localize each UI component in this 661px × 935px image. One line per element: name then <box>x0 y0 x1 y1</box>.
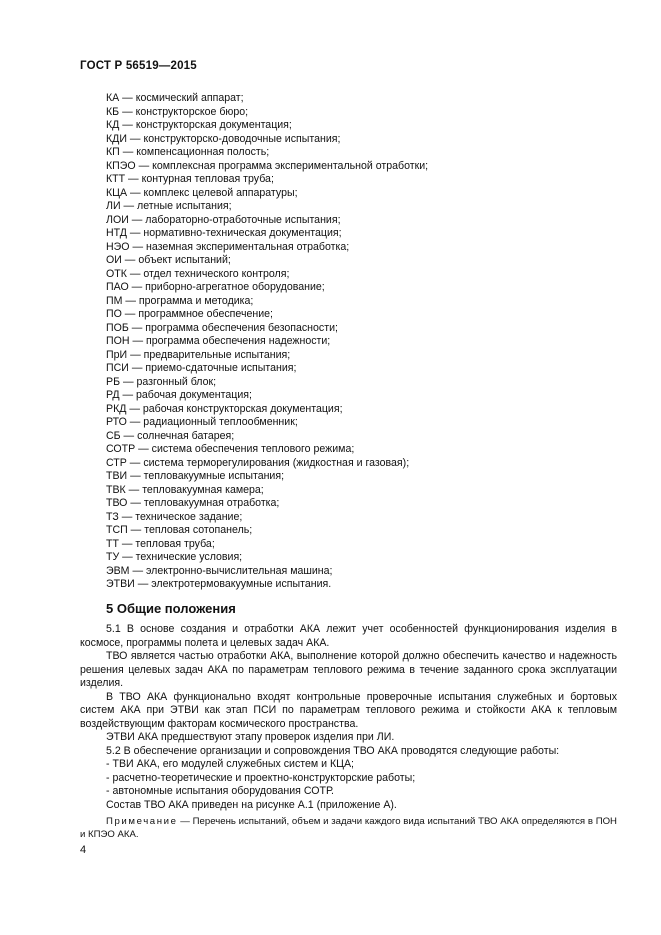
abbreviation-item: СОТР — система обеспечения теплового режима; <box>106 443 355 455</box>
paragraph-tvo-composition: В ТВО АКА функционально входят контрольные проверочные испытания служебных и бортовых систем АКА при ЭТВИ как этап ПСИ по параметрам теплового режима и стойкости АКА к тепловым воздействующим факторам космического пространства. <box>80 690 617 730</box>
note-label: Примечание <box>106 816 178 827</box>
work-list-item: - автономные испытания оборудования СОТР. <box>106 785 334 797</box>
page-number: 4 <box>80 844 87 856</box>
paragraph-tvo: ТВО является частью отработки АКА, выполнение которой должно обеспечить качество и надежность решения целевых задач АКА по параметрам теплового режима в течение заданного срока эксплуатации изделия. <box>80 650 617 689</box>
note <box>80 816 617 841</box>
abbreviation-item: ОИ — объект испытаний; <box>106 254 231 266</box>
abbreviation-item: КПЭО — комплексная программа экспериментальной отработки; <box>106 159 429 172</box>
abbreviations-list <box>106 92 606 592</box>
abbreviation-item: ТТ — тепловая труба; <box>106 537 215 550</box>
abbreviation-item: НЭО — наземная экспериментальная отработка; <box>106 240 350 253</box>
abbreviation-item: ТВИ — тепловакуумные испытания; <box>106 470 285 482</box>
document-header: ГОСТ Р 56519—2015 <box>80 60 197 72</box>
abbreviation-item: РД — рабочая документация; <box>106 389 252 401</box>
abbreviation-item: ЭВМ — электронно-вычислительная машина; <box>106 564 333 577</box>
abbreviation-item: КД — конструкторская документация; <box>106 119 292 131</box>
abbreviation-item: ТУ — технические условия; <box>106 551 243 563</box>
section-body <box>80 623 617 812</box>
abbreviation-item: ПАО — приборно-агрегатное оборудование; <box>106 281 325 293</box>
abbreviation-item: ТВК — тепловакуумная камера; <box>106 483 264 496</box>
abbreviation-item: РТО — радиационный теплообменник; <box>106 416 298 428</box>
abbreviation-item: РКД — рабочая конструкторская документация; <box>106 402 343 415</box>
abbreviation-item: ТВО — тепловакуумная отработка; <box>106 497 280 509</box>
abbreviation-item: ТСП — тепловая сотопанель; <box>106 524 253 536</box>
section-title: 5 Общие положения <box>106 601 236 616</box>
paragraph-5-1: 5.1 В основе создания и отработки АКА лежит учет особенностей функционирования изделия в космосе, программы полета и целевых задач АКА. <box>80 623 617 649</box>
abbreviation-item: ОТК — отдел технического контроля; <box>106 267 290 280</box>
abbreviation-item: ПОН — программа обеспечения надежности; <box>106 335 331 347</box>
abbreviation-item: КА — космический аппарат; <box>106 92 244 104</box>
abbreviation-item: ПО — программное обеспечение; <box>106 308 273 320</box>
abbreviation-item: ЛОИ — лабораторно-отработочные испытания; <box>106 213 341 226</box>
note-text: — Перечень испытаний, объем и задачи каждого вида испытаний ТВО АКА определяются в ПОН и КПЭО АКА. <box>80 816 617 840</box>
work-list-item: - ТВИ АКА, его модулей служебных систем и КЦА; <box>106 758 355 770</box>
paragraph-figure-reference: Состав ТВО АКА приведен на рисунке А.1 (приложение А). <box>106 798 397 811</box>
paragraph-5-2: 5.2 В обеспечение организации и сопровождения ТВО АКА проводятся следующие работы: <box>106 744 560 757</box>
abbreviation-item: КБ — конструкторское бюро; <box>106 105 249 118</box>
abbreviation-item: КТТ — контурная тепловая труба; <box>106 173 274 185</box>
paragraph-etvi: ЭТВИ АКА предшествуют этапу проверок изделия при ЛИ. <box>106 731 395 743</box>
abbreviation-item: СТР — система терморегулирования (жидкостная и газовая); <box>106 456 410 469</box>
abbreviation-item: НТД — нормативно-техническая документация; <box>106 227 342 239</box>
abbreviation-item: ЭТВИ — электротермовакуумные испытания. <box>106 578 332 590</box>
abbreviation-item: ПМ — программа и методика; <box>106 294 254 307</box>
work-list-item: - расчетно-теоретические и проектно-конструкторские работы; <box>106 771 416 784</box>
abbreviation-item: КЦА — комплекс целевой аппаратуры; <box>106 186 298 199</box>
abbreviation-item: СБ — солнечная батарея; <box>106 429 235 442</box>
abbreviation-item: ЛИ — летные испытания; <box>106 200 232 212</box>
abbreviation-item: ТЗ — техническое задание; <box>106 510 243 523</box>
abbreviation-item: ПСИ — приемо-сдаточные испытания; <box>106 362 297 374</box>
abbreviation-item: КП — компенсационная полость; <box>106 146 270 158</box>
abbreviation-item: ПрИ — предварительные испытания; <box>106 348 291 361</box>
abbreviation-item: ПОБ — программа обеспечения безопасности; <box>106 321 338 334</box>
abbreviation-item: РБ — разгонный блок; <box>106 375 217 388</box>
abbreviation-item: КДИ — конструкторско-доводочные испытания; <box>106 132 341 145</box>
